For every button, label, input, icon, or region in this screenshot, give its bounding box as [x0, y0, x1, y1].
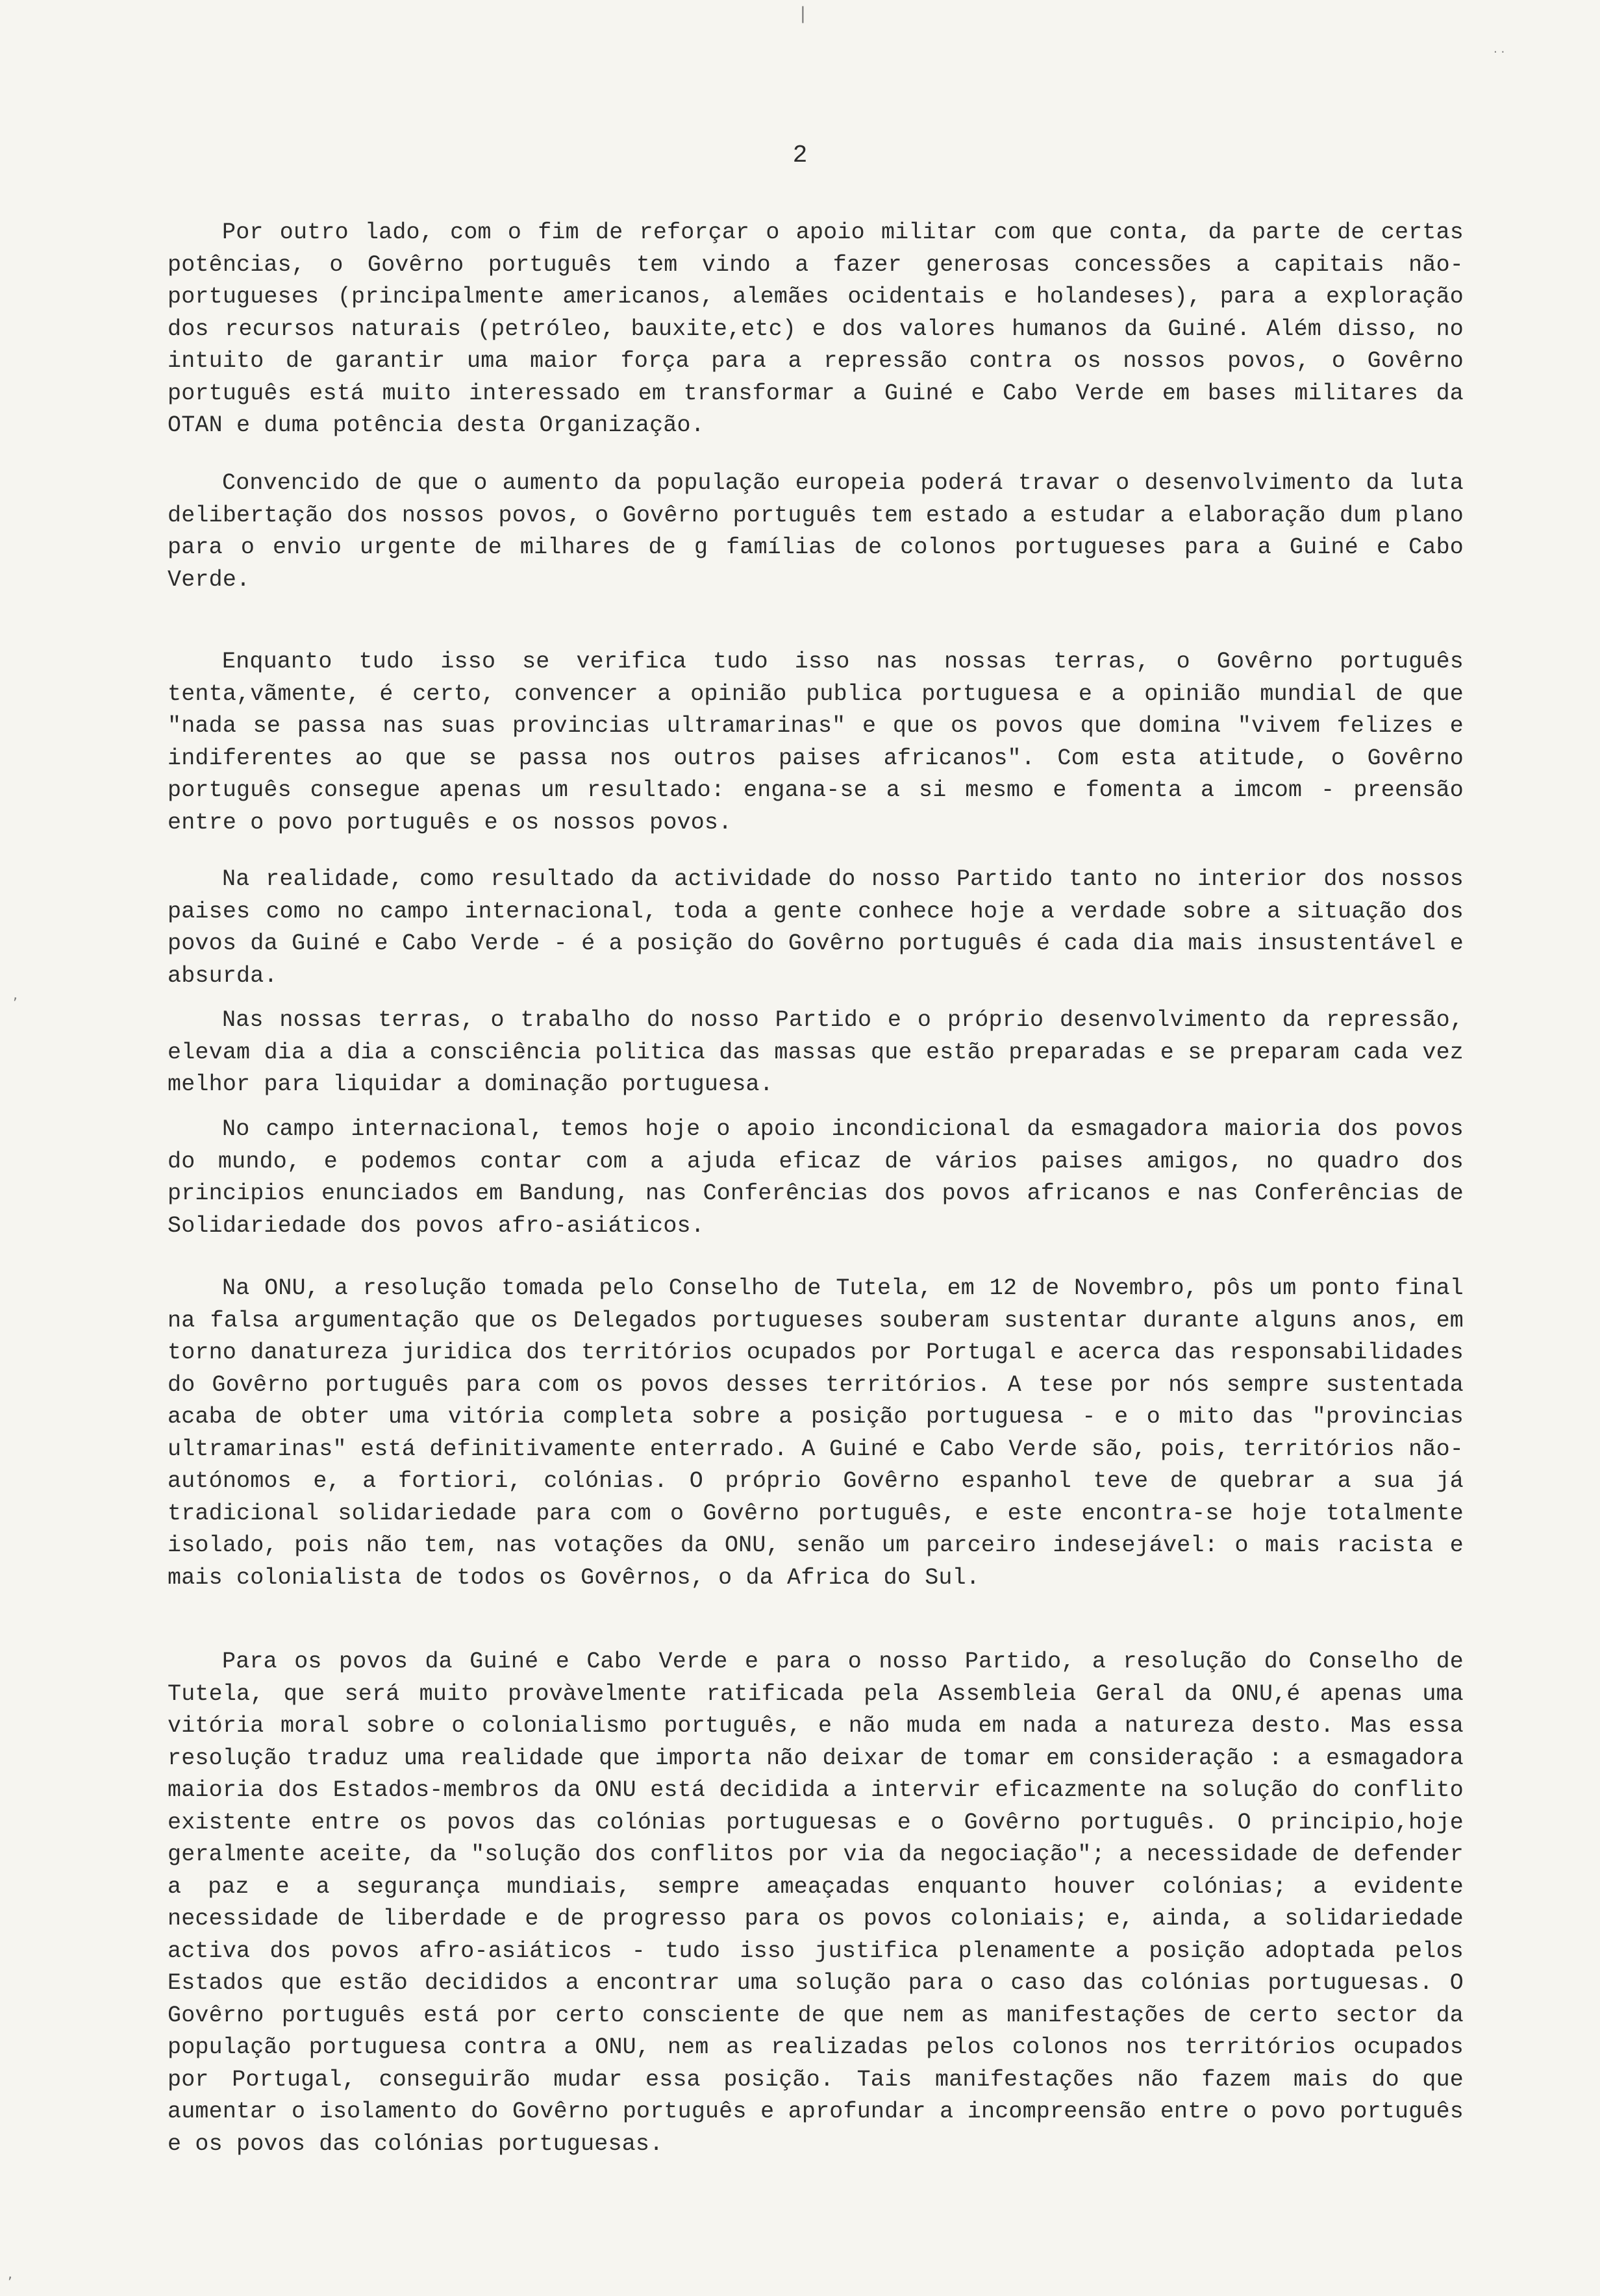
scan-speck: · · — [1494, 45, 1505, 59]
paragraph-international-support: No campo internacional, temos hoje o apoio incondicional da esmagadora maioria dos povos do mundo, e podemos contar com a ajuda eficaz de vários paises amigos, no quadro dos principios enunciados em Bandung, nas Conferências dos povos africanos e nas Conferências de Solidariedade dos povos afro-asiáticos. — [168, 1116, 1464, 1239]
page-number: 2 — [792, 142, 808, 169]
paragraph-political-consciousness: Nas nossas terras, o trabalho do nosso Partido e o próprio desenvolvimento da repressão, elevam dia a dia a consciência politica das massas que estão preparadas e se preparam cada vez melhor para liquidar a dominação portuguesa. — [168, 1007, 1464, 1097]
paragraph-un-trusteeship-resolution: Na ONU, a resolução tomada pelo Conselho de Tutela, em 12 de Novembro, pôs um ponto final na falsa argumentação que os Delegados portugueses souberam sustentar durante alguns anos, em torno danatureza juridica dos territórios ocupados por Portugal e acerca das responsabilidades do Govêrno português para com os povos desses territórios. A tese por nós sempre sustentada acaba de obter uma vitória completa sobre a posição portuguesa - e o mito das "provincias ultramarinas" está definitivamente enterrado. A Guiné e Cabo Verde são, pois, territórios não-autónomos e, a fortiori, colónias. O próprio Govêrno espanhol teve de quebrar a sua já tradicional solidariedade para com o Govêrno português, e este encontra-se hoje totalmente isolado, pois não tem, nas votações da ONU, senão um parceiro indesejável: o mais racista e mais colonialista de todos os Govêrnos, o da Africa do Sul. — [168, 1275, 1464, 1591]
scan-speck: , — [8, 2266, 12, 2282]
paragraph-moral-victory: Para os povos da Guiné e Cabo Verde e para o nosso Partido, a resolução do Conselho de Tutela, que será muito provàvelmente ratificada pela Assembleia Geral da ONU,é apenas uma vitória moral sobre o colonialismo português, e não muda em nada a natureza desto. Mas essa resolução traduz uma realidade que importa não deixar de tomar em consideração : a esmagadora maioria dos Estados-membros da ONU está decidida a intervir eficazmente na solução do conflito existente entre os povos das colónias portuguesas e o Govêrno português. O principio,hoje geralmente aceite, da "solução dos conflitos por via da negociação"; a necessidade de defender a paz e a segurança mundiais, sempre ameaçadas enquanto houver colónias; a evidente necessidade de liberdade e de progresso para os povos coloniais; e, ainda, a solidariedade activa dos povos afro-asiáticos - tudo isso justifica plenamente a posição adoptada pelos Estados que estão decididos a encontrar uma solução para o caso das colónias portuguesas. O Govêrno português está por certo consciente de que nem as manifestações de certo sector da população portuguesa contra a ONU, nem as realizadas pelos colonos nos territórios ocupados por Portugal, conseguirão mudar essa posição. Tais manifestações não fazem mais do que aumentar o isolamento do Govêrno português e aprofundar a incompreensão entre o povo português e os povos das colónias portuguesas. — [168, 1649, 1464, 2157]
scan-speck: | — [800, 4, 806, 23]
paragraph-foreign-concessions: Por outro lado, com o fim de reforçar o apoio militar com que conta, da parte de certas potências, o Govêrno português tem vindo a fazer generosas concessões a capitais não-portugueses (principalmente americanos, alemães ocidentais e holandeses), para a exploração dos recursos naturais (petróleo, bauxite,etc) e dos valores humanos da Guiné. Além disso, no intuito de garantir uma maior força para a repressão contra os nossos povos, o Govêrno português está muito interessado em transformar a Guiné e Cabo Verde em bases militares da OTAN e duma potência desta Organização. — [168, 219, 1464, 438]
paragraph-public-opinion: Enquanto tudo isso se verifica tudo isso nas nossas terras, o Govêrno português tenta,vãmente, é certo, convencer a opinião publica portuguesa e a opinião mundial de que "nada se passa nas suas provincias ultramarinas" e que os povos que domina "vivem felizes e indiferentes ao que se passa nos outros paises africanos". Com esta atitude, o Govêrno português consegue apenas um resultado: engana-se a si mesmo e fomenta a imcom - preensão entre o povo português e os nossos povos. — [168, 649, 1464, 836]
paragraph-colonist-settlement-plan: Convencido de que o aumento da população europeia poderá travar o desenvolvimento da luta delibertação dos nossos povos, o Govêrno português tem estado a estudar a elaboração dum plano para o envio urgente de milhares de g famílias de colonos portugueses para a Guiné e Cabo Verde. — [168, 470, 1464, 593]
scan-speck: , — [13, 987, 18, 1003]
paragraph-party-activity: Na realidade, como resultado da actividade do nosso Partido tanto no interior dos nossos paises como no campo internacional, toda a gente conhece hoje a verdade sobre a situação dos povos da Guiné e Cabo Verde - é a posição do Govêrno português é cada dia mais insustentável e absurda. — [168, 866, 1464, 989]
